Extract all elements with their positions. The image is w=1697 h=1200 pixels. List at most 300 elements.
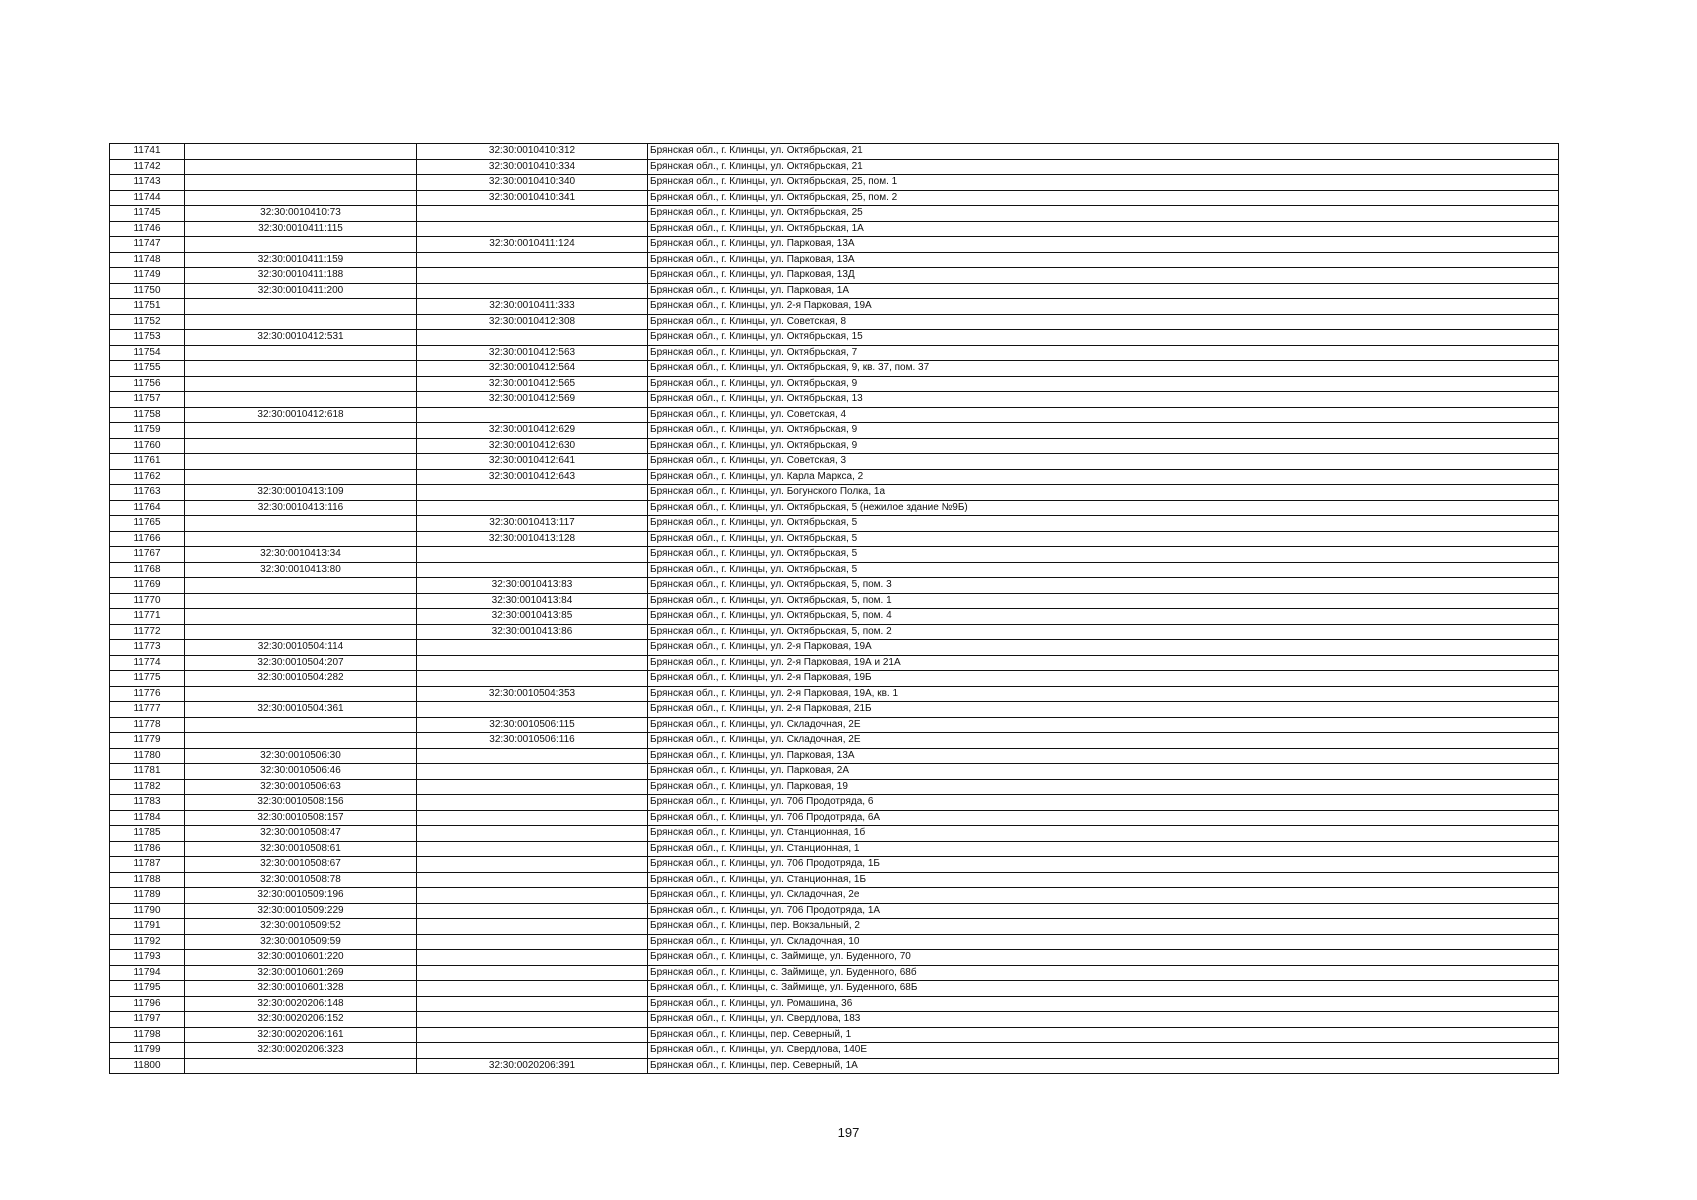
building-cadastral-number: 32:30:0010410:334	[417, 159, 648, 175]
land-cadastral-number: 32:30:0010411:200	[185, 283, 417, 299]
land-cadastral-number: 32:30:0010411:159	[185, 252, 417, 268]
row-number: 11789	[110, 888, 185, 904]
address-cell: Брянская обл., г. Клинцы, ул. Октябрьская, 5, пом. 3	[648, 578, 1559, 594]
address-cell: Брянская обл., г. Клинцы, ул. 706 Продотряда, 1Б	[648, 857, 1559, 873]
row-number: 11762	[110, 469, 185, 485]
table-row	[110, 903, 1559, 919]
table-row	[110, 547, 1559, 563]
land-cadastral-number	[185, 717, 417, 733]
table-row	[110, 237, 1559, 253]
table-row	[110, 330, 1559, 346]
building-cadastral-number	[417, 283, 648, 299]
table-row	[110, 423, 1559, 439]
row-number: 11795	[110, 981, 185, 997]
table-row	[110, 764, 1559, 780]
land-cadastral-number: 32:30:0010412:531	[185, 330, 417, 346]
building-cadastral-number	[417, 841, 648, 857]
address-cell: Брянская обл., г. Клинцы, ул. 2-я Парковая, 19А, кв. 1	[648, 686, 1559, 702]
land-cadastral-number: 32:30:0010411:115	[185, 221, 417, 237]
table-row	[110, 655, 1559, 671]
row-number: 11770	[110, 593, 185, 609]
building-cadastral-number	[417, 826, 648, 842]
row-number: 11767	[110, 547, 185, 563]
land-cadastral-number: 32:30:0010508:78	[185, 872, 417, 888]
land-cadastral-number: 32:30:0010413:109	[185, 485, 417, 501]
address-cell: Брянская обл., г. Клинцы, ул. Октябрьская, 5 (нежилое здание №9Б)	[648, 500, 1559, 516]
table-row	[110, 1058, 1559, 1074]
building-cadastral-number	[417, 981, 648, 997]
row-number: 11768	[110, 562, 185, 578]
row-number: 11743	[110, 175, 185, 191]
building-cadastral-number	[417, 1012, 648, 1028]
land-cadastral-number	[185, 392, 417, 408]
table-row	[110, 841, 1559, 857]
building-cadastral-number: 32:30:0010411:333	[417, 299, 648, 315]
table-row	[110, 810, 1559, 826]
building-cadastral-number: 32:30:0010412:564	[417, 361, 648, 377]
land-cadastral-number	[185, 159, 417, 175]
address-cell: Брянская обл., г. Клинцы, ул. Парковая, 19	[648, 779, 1559, 795]
land-cadastral-number: 32:30:0010504:114	[185, 640, 417, 656]
land-cadastral-number: 32:30:0010508:157	[185, 810, 417, 826]
row-number: 11750	[110, 283, 185, 299]
table-row	[110, 717, 1559, 733]
building-cadastral-number	[417, 671, 648, 687]
table-row	[110, 175, 1559, 191]
land-cadastral-number: 32:30:0010506:63	[185, 779, 417, 795]
table-row	[110, 609, 1559, 625]
land-cadastral-number: 32:30:0010508:67	[185, 857, 417, 873]
address-cell: Брянская обл., г. Клинцы, ул. Октябрьская, 5	[648, 516, 1559, 532]
land-cadastral-number: 32:30:0010413:116	[185, 500, 417, 516]
row-number: 11759	[110, 423, 185, 439]
address-cell: Брянская обл., г. Клинцы, ул. Советская, 4	[648, 407, 1559, 423]
row-number: 11775	[110, 671, 185, 687]
building-cadastral-number	[417, 252, 648, 268]
land-cadastral-number: 32:30:0020206:148	[185, 996, 417, 1012]
address-cell: Брянская обл., г. Клинцы, пер. Северный, 1	[648, 1027, 1559, 1043]
building-cadastral-number	[417, 1043, 648, 1059]
address-cell: Брянская обл., г. Клинцы, ул. Октябрьская, 25, пом. 2	[648, 190, 1559, 206]
table-row	[110, 562, 1559, 578]
row-number: 11794	[110, 965, 185, 981]
land-cadastral-number	[185, 237, 417, 253]
building-cadastral-number	[417, 903, 648, 919]
building-cadastral-number	[417, 748, 648, 764]
land-cadastral-number	[185, 175, 417, 191]
address-cell: Брянская обл., г. Клинцы, ул. Октябрьская, 5, пом. 1	[648, 593, 1559, 609]
building-cadastral-number: 32:30:0010412:565	[417, 376, 648, 392]
address-cell: Брянская обл., г. Клинцы, ул. Парковая, 1А	[648, 283, 1559, 299]
land-cadastral-number: 32:30:0010413:34	[185, 547, 417, 563]
address-cell: Брянская обл., г. Клинцы, ул. Октябрьская, 13	[648, 392, 1559, 408]
row-number: 11763	[110, 485, 185, 501]
table-row	[110, 857, 1559, 873]
row-number: 11779	[110, 733, 185, 749]
address-cell: Брянская обл., г. Клинцы, ул. 706 Продотряда, 6А	[648, 810, 1559, 826]
building-cadastral-number: 32:30:0010504:353	[417, 686, 648, 702]
table-row	[110, 500, 1559, 516]
table-row	[110, 531, 1559, 547]
address-cell: Брянская обл., г. Клинцы, ул. 706 Продотряда, 1А	[648, 903, 1559, 919]
row-number: 11771	[110, 609, 185, 625]
land-cadastral-number: 32:30:0020206:323	[185, 1043, 417, 1059]
building-cadastral-number: 32:30:0010413:86	[417, 624, 648, 640]
row-number: 11776	[110, 686, 185, 702]
row-number: 11785	[110, 826, 185, 842]
land-cadastral-number: 32:30:0010508:156	[185, 795, 417, 811]
address-cell: Брянская обл., г. Клинцы, ул. Карла Маркса, 2	[648, 469, 1559, 485]
row-number: 11788	[110, 872, 185, 888]
row-number: 11798	[110, 1027, 185, 1043]
row-number: 11757	[110, 392, 185, 408]
address-cell: Брянская обл., г. Клинцы, ул. Парковая, 13А	[648, 748, 1559, 764]
table-row	[110, 485, 1559, 501]
row-number: 11751	[110, 299, 185, 315]
address-cell: Брянская обл., г. Клинцы, ул. Свердлова, 140Е	[648, 1043, 1559, 1059]
address-cell: Брянская обл., г. Клинцы, ул. Парковая, 2А	[648, 764, 1559, 780]
address-cell: Брянская обл., г. Клинцы, ул. Октябрьская, 9, кв. 37, пом. 37	[648, 361, 1559, 377]
row-number: 11800	[110, 1058, 185, 1074]
table-row	[110, 438, 1559, 454]
row-number: 11742	[110, 159, 185, 175]
table-row	[110, 981, 1559, 997]
table-row	[110, 593, 1559, 609]
building-cadastral-number	[417, 872, 648, 888]
land-cadastral-number	[185, 454, 417, 470]
row-number: 11799	[110, 1043, 185, 1059]
table-row	[110, 190, 1559, 206]
land-cadastral-number: 32:30:0020206:161	[185, 1027, 417, 1043]
building-cadastral-number	[417, 934, 648, 950]
address-cell: Брянская обл., г. Клинцы, ул. Октябрьская, 1А	[648, 221, 1559, 237]
address-cell: Брянская обл., г. Клинцы, ул. Октябрьская, 25, пом. 1	[648, 175, 1559, 191]
building-cadastral-number	[417, 547, 648, 563]
address-cell: Брянская обл., г. Клинцы, ул. Парковая, 13Д	[648, 268, 1559, 284]
land-cadastral-number: 32:30:0010509:196	[185, 888, 417, 904]
building-cadastral-number: 32:30:0010413:85	[417, 609, 648, 625]
building-cadastral-number	[417, 888, 648, 904]
address-cell: Брянская обл., г. Клинцы, ул. Советская, 8	[648, 314, 1559, 330]
row-number: 11753	[110, 330, 185, 346]
land-cadastral-number: 32:30:0010412:618	[185, 407, 417, 423]
land-cadastral-number: 32:30:0010504:207	[185, 655, 417, 671]
land-cadastral-number	[185, 531, 417, 547]
table-row	[110, 578, 1559, 594]
land-cadastral-number	[185, 144, 417, 160]
row-number: 11777	[110, 702, 185, 718]
table-row	[110, 221, 1559, 237]
table-row	[110, 965, 1559, 981]
row-number: 11746	[110, 221, 185, 237]
land-cadastral-number: 32:30:0010601:269	[185, 965, 417, 981]
building-cadastral-number	[417, 268, 648, 284]
table-row	[110, 733, 1559, 749]
address-cell: Брянская обл., г. Клинцы, ул. Октябрьская, 9	[648, 423, 1559, 439]
land-cadastral-number: 32:30:0010504:361	[185, 702, 417, 718]
building-cadastral-number	[417, 950, 648, 966]
building-cadastral-number	[417, 965, 648, 981]
building-cadastral-number	[417, 919, 648, 935]
table-row	[110, 950, 1559, 966]
row-number: 11744	[110, 190, 185, 206]
table-row	[110, 1043, 1559, 1059]
registry-table-body	[110, 144, 1559, 1074]
address-cell: Брянская обл., г. Клинцы, ул. Складочная, 10	[648, 934, 1559, 950]
building-cadastral-number	[417, 330, 648, 346]
building-cadastral-number	[417, 206, 648, 222]
row-number: 11747	[110, 237, 185, 253]
table-row	[110, 795, 1559, 811]
table-row	[110, 640, 1559, 656]
table-row	[110, 1012, 1559, 1028]
table-row	[110, 624, 1559, 640]
table-row	[110, 361, 1559, 377]
address-cell: Брянская обл., г. Клинцы, ул. Октябрьская, 5	[648, 562, 1559, 578]
address-cell: Брянская обл., г. Клинцы, ул. Октябрьская, 7	[648, 345, 1559, 361]
address-cell: Брянская обл., г. Клинцы, пер. Северный, 1А	[648, 1058, 1559, 1074]
land-cadastral-number	[185, 1058, 417, 1074]
address-cell: Брянская обл., г. Клинцы, ул. Парковая, 13А	[648, 252, 1559, 268]
address-cell: Брянская обл., г. Клинцы, с. Займище, ул. Буденного, 68б	[648, 965, 1559, 981]
building-cadastral-number	[417, 795, 648, 811]
row-number: 11755	[110, 361, 185, 377]
land-cadastral-number: 32:30:0010601:220	[185, 950, 417, 966]
registry-table	[109, 143, 1559, 1074]
address-cell: Брянская обл., г. Клинцы, ул. Станционная, 1Б	[648, 872, 1559, 888]
row-number: 11772	[110, 624, 185, 640]
table-row	[110, 826, 1559, 842]
address-cell: Брянская обл., г. Клинцы, ул. Октябрьская, 5	[648, 531, 1559, 547]
building-cadastral-number: 32:30:0010413:117	[417, 516, 648, 532]
row-number: 11764	[110, 500, 185, 516]
address-cell: Брянская обл., г. Клинцы, ул. Свердлова, 183	[648, 1012, 1559, 1028]
table-row	[110, 779, 1559, 795]
building-cadastral-number	[417, 996, 648, 1012]
table-row	[110, 748, 1559, 764]
row-number: 11793	[110, 950, 185, 966]
land-cadastral-number	[185, 624, 417, 640]
building-cadastral-number: 32:30:0010506:116	[417, 733, 648, 749]
building-cadastral-number: 32:30:0010413:83	[417, 578, 648, 594]
building-cadastral-number: 32:30:0010413:84	[417, 593, 648, 609]
row-number: 11774	[110, 655, 185, 671]
building-cadastral-number: 32:30:0010412:641	[417, 454, 648, 470]
row-number: 11796	[110, 996, 185, 1012]
address-cell: Брянская обл., г. Клинцы, с. Займище, ул. Буденного, 70	[648, 950, 1559, 966]
row-number: 11752	[110, 314, 185, 330]
row-number: 11766	[110, 531, 185, 547]
table-row	[110, 345, 1559, 361]
table-row	[110, 919, 1559, 935]
address-cell: Брянская обл., г. Клинцы, ул. Октябрьская, 5, пом. 4	[648, 609, 1559, 625]
address-cell: Брянская обл., г. Клинцы, ул. Парковая, 13А	[648, 237, 1559, 253]
land-cadastral-number: 32:30:0010508:47	[185, 826, 417, 842]
land-cadastral-number	[185, 733, 417, 749]
table-row	[110, 1027, 1559, 1043]
row-number: 11760	[110, 438, 185, 454]
table-row	[110, 888, 1559, 904]
land-cadastral-number: 32:30:0010504:282	[185, 671, 417, 687]
building-cadastral-number: 32:30:0010412:308	[417, 314, 648, 330]
row-number: 11781	[110, 764, 185, 780]
row-number: 11784	[110, 810, 185, 826]
row-number: 11758	[110, 407, 185, 423]
building-cadastral-number: 32:30:0010410:312	[417, 144, 648, 160]
row-number: 11741	[110, 144, 185, 160]
address-cell: Брянская обл., г. Клинцы, ул. 2-я Парковая, 19А	[648, 299, 1559, 315]
address-cell: Брянская обл., г. Клинцы, ул. Ромашина, 36	[648, 996, 1559, 1012]
land-cadastral-number: 32:30:0010508:61	[185, 841, 417, 857]
address-cell: Брянская обл., г. Клинцы, ул. Октябрьская, 9	[648, 376, 1559, 392]
building-cadastral-number	[417, 1027, 648, 1043]
row-number: 11754	[110, 345, 185, 361]
address-cell: Брянская обл., г. Клинцы, с. Займище, ул. Буденного, 68Б	[648, 981, 1559, 997]
row-number: 11791	[110, 919, 185, 935]
address-cell: Брянская обл., г. Клинцы, ул. 2-я Парковая, 19Б	[648, 671, 1559, 687]
table-row	[110, 872, 1559, 888]
land-cadastral-number	[185, 438, 417, 454]
address-cell: Брянская обл., г. Клинцы, пер. Вокзальный, 2	[648, 919, 1559, 935]
address-cell: Брянская обл., г. Клинцы, ул. Октябрьская, 9	[648, 438, 1559, 454]
building-cadastral-number: 32:30:0010412:563	[417, 345, 648, 361]
building-cadastral-number: 32:30:0010506:115	[417, 717, 648, 733]
row-number: 11756	[110, 376, 185, 392]
land-cadastral-number	[185, 345, 417, 361]
building-cadastral-number: 32:30:0010411:124	[417, 237, 648, 253]
address-cell: Брянская обл., г. Клинцы, ул. 706 Продотряда, 6	[648, 795, 1559, 811]
table-row	[110, 469, 1559, 485]
address-cell: Брянская обл., г. Клинцы, ул. Богунского Полка, 1а	[648, 485, 1559, 501]
table-row	[110, 686, 1559, 702]
address-cell: Брянская обл., г. Клинцы, ул. Октябрьская, 21	[648, 144, 1559, 160]
address-cell: Брянская обл., г. Клинцы, ул. Складочная, 2Е	[648, 733, 1559, 749]
table-row	[110, 407, 1559, 423]
land-cadastral-number	[185, 609, 417, 625]
land-cadastral-number: 32:30:0010506:46	[185, 764, 417, 780]
row-number: 11778	[110, 717, 185, 733]
address-cell: Брянская обл., г. Клинцы, ул. 2-я Парковая, 19А и 21А	[648, 655, 1559, 671]
land-cadastral-number	[185, 361, 417, 377]
building-cadastral-number	[417, 221, 648, 237]
land-cadastral-number	[185, 376, 417, 392]
building-cadastral-number	[417, 655, 648, 671]
table-row	[110, 392, 1559, 408]
row-number: 11782	[110, 779, 185, 795]
land-cadastral-number: 32:30:0020206:152	[185, 1012, 417, 1028]
row-number: 11769	[110, 578, 185, 594]
building-cadastral-number	[417, 810, 648, 826]
land-cadastral-number: 32:30:0010413:80	[185, 562, 417, 578]
building-cadastral-number	[417, 640, 648, 656]
address-cell: Брянская обл., г. Клинцы, ул. Октябрьская, 5	[648, 547, 1559, 563]
land-cadastral-number: 32:30:0010601:328	[185, 981, 417, 997]
building-cadastral-number: 32:30:0010412:643	[417, 469, 648, 485]
row-number: 11749	[110, 268, 185, 284]
building-cadastral-number	[417, 764, 648, 780]
table-row	[110, 252, 1559, 268]
table-row	[110, 702, 1559, 718]
table-row	[110, 671, 1559, 687]
row-number: 11787	[110, 857, 185, 873]
building-cadastral-number	[417, 779, 648, 795]
row-number: 11783	[110, 795, 185, 811]
table-row	[110, 144, 1559, 160]
row-number: 11780	[110, 748, 185, 764]
row-number: 11790	[110, 903, 185, 919]
land-cadastral-number	[185, 686, 417, 702]
page-number: 197	[837, 1125, 860, 1140]
land-cadastral-number: 32:30:0010506:30	[185, 748, 417, 764]
land-cadastral-number	[185, 578, 417, 594]
address-cell: Брянская обл., г. Клинцы, ул. Октябрьская, 15	[648, 330, 1559, 346]
building-cadastral-number: 32:30:0010412:629	[417, 423, 648, 439]
address-cell: Брянская обл., г. Клинцы, ул. Станционная, 1	[648, 841, 1559, 857]
land-cadastral-number: 32:30:0010509:59	[185, 934, 417, 950]
building-cadastral-number: 32:30:0010412:569	[417, 392, 648, 408]
building-cadastral-number	[417, 500, 648, 516]
land-cadastral-number	[185, 423, 417, 439]
row-number: 11797	[110, 1012, 185, 1028]
land-cadastral-number: 32:30:0010411:188	[185, 268, 417, 284]
row-number: 11745	[110, 206, 185, 222]
address-cell: Брянская обл., г. Клинцы, ул. 2-я Парковая, 21Б	[648, 702, 1559, 718]
land-cadastral-number: 32:30:0010410:73	[185, 206, 417, 222]
row-number: 11761	[110, 454, 185, 470]
address-cell: Брянская обл., г. Клинцы, ул. Октябрьская, 25	[648, 206, 1559, 222]
table-row	[110, 314, 1559, 330]
building-cadastral-number	[417, 562, 648, 578]
table-row	[110, 268, 1559, 284]
row-number: 11786	[110, 841, 185, 857]
land-cadastral-number	[185, 516, 417, 532]
table-row	[110, 516, 1559, 532]
row-number: 11773	[110, 640, 185, 656]
land-cadastral-number	[185, 190, 417, 206]
building-cadastral-number	[417, 485, 648, 501]
address-cell: Брянская обл., г. Клинцы, ул. Складочная, 2Е	[648, 717, 1559, 733]
address-cell: Брянская обл., г. Клинцы, ул. 2-я Парковая, 19А	[648, 640, 1559, 656]
building-cadastral-number	[417, 702, 648, 718]
table-row	[110, 283, 1559, 299]
building-cadastral-number: 32:30:0010412:630	[417, 438, 648, 454]
land-cadastral-number: 32:30:0010509:52	[185, 919, 417, 935]
table-row	[110, 299, 1559, 315]
address-cell: Брянская обл., г. Клинцы, ул. Октябрьская, 5, пом. 2	[648, 624, 1559, 640]
address-cell: Брянская обл., г. Клинцы, ул. Станционная, 1б	[648, 826, 1559, 842]
building-cadastral-number: 32:30:0010413:128	[417, 531, 648, 547]
row-number: 11765	[110, 516, 185, 532]
table-row	[110, 206, 1559, 222]
building-cadastral-number: 32:30:0010410:341	[417, 190, 648, 206]
table-row	[110, 454, 1559, 470]
table-row	[110, 376, 1559, 392]
table-row	[110, 934, 1559, 950]
land-cadastral-number: 32:30:0010509:229	[185, 903, 417, 919]
land-cadastral-number	[185, 299, 417, 315]
address-cell: Брянская обл., г. Клинцы, ул. Складочная, 2е	[648, 888, 1559, 904]
building-cadastral-number: 32:30:0010410:340	[417, 175, 648, 191]
building-cadastral-number	[417, 857, 648, 873]
land-cadastral-number	[185, 469, 417, 485]
table-row	[110, 996, 1559, 1012]
building-cadastral-number: 32:30:0020206:391	[417, 1058, 648, 1074]
row-number: 11792	[110, 934, 185, 950]
address-cell: Брянская обл., г. Клинцы, ул. Октябрьская, 21	[648, 159, 1559, 175]
table-row	[110, 159, 1559, 175]
address-cell: Брянская обл., г. Клинцы, ул. Советская, 3	[648, 454, 1559, 470]
building-cadastral-number	[417, 407, 648, 423]
